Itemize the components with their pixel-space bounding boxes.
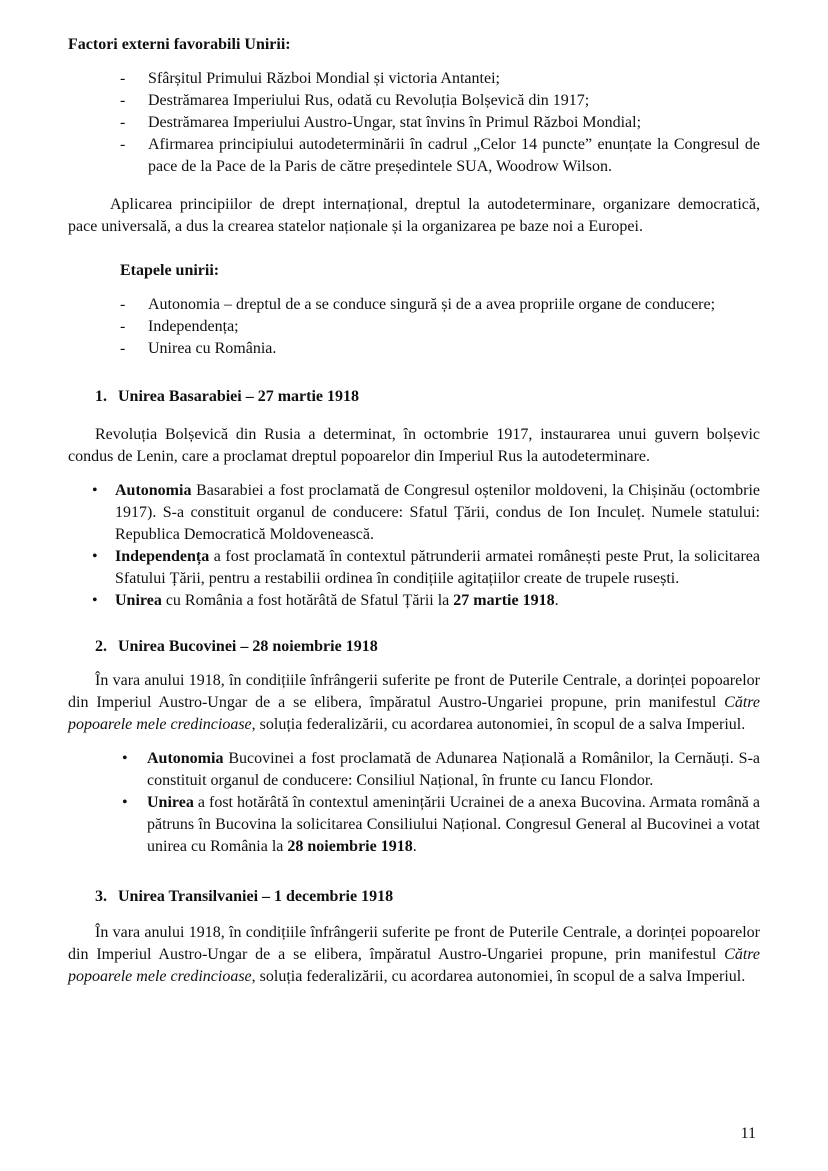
dash-item-text: Destrămarea Imperiului Rus, odată cu Revoluția Bolșevică din 1917;	[148, 92, 590, 109]
bullet-bold: Autonomia	[115, 482, 192, 499]
section-3-intro	[68, 922, 760, 988]
dash-marker: -	[120, 114, 126, 131]
external-factors-list	[68, 68, 760, 178]
intro-italic: Către popoarele mele credincioase	[68, 946, 760, 985]
bullet-bold: 27 martie 1918	[453, 592, 555, 609]
intro-text: În vara anului 1918, în condițiile înfrângerii suferite pe front de Puterile Centrale, a dorinței popoarelor din Imperiul Austro-Ungar de a se elibera, împăratul Austro-Ungariei propune, prin manifestul	[68, 924, 760, 963]
bullet-item	[68, 480, 760, 546]
dash-marker: -	[120, 340, 126, 357]
dash-item	[68, 316, 760, 338]
bullet-text: Bucovinei a fost proclamată de Adunarea Națională a Românilor, la Cernăuți. S-a constituit organul de conducere: Consiliul Național, în frunte cu Iancu Flondor.	[147, 750, 760, 789]
section-2-intro	[68, 670, 760, 736]
section-basarabia	[68, 386, 760, 612]
bullet-bold: Unirea	[115, 592, 162, 609]
dash-item-text: Independența;	[148, 318, 239, 335]
dash-item-text: Afirmarea principiului autodeterminării în cadrul „Celor 14 puncte” enunțate la Congresul de pace de la Pace de la Paris de către președintele SUA, Woodrow Wilson.	[148, 136, 760, 175]
bullet-marker: •	[122, 750, 128, 767]
section-3-title: Unirea Transilvaniei – 1 decembrie 1918	[118, 888, 394, 905]
bullet-marker: •	[92, 482, 98, 499]
section-1-bullets	[68, 480, 760, 612]
bullet-text: .	[554, 592, 559, 609]
dash-item	[68, 338, 760, 360]
bullet-text: a fost hotărâtă în contextul amenințării Ucrainei de a anexa Bucovina. Armata română a pătruns în Bucovina la solicitarea Consiliului Național. Congresul General al Bucovinei a votat unirea cu România la	[147, 794, 760, 855]
bullet-item	[68, 546, 760, 590]
intro-text: , soluția federalizării, cu acordarea autonomiei, în scopul de a salva Imperiul.	[251, 716, 746, 733]
bullet-bold: Independența	[115, 548, 210, 565]
section-1-number: 1.	[95, 388, 107, 405]
section-3-heading	[68, 886, 760, 908]
bullet-text: Basarabiei a fost proclamată de Congresul oștenilor moldoveni, la Chișinău (octombrie 1917). S-a constituit organul de conducere: Sfatul Țării, condus de Ion Inculeț. Numele statului: Republica Democratică Moldovenească.	[115, 482, 760, 543]
section-2-bullets	[68, 748, 760, 858]
section-1-heading	[68, 386, 760, 408]
dash-item	[68, 294, 760, 316]
dash-item-text: Autonomia – dreptul de a se conduce singură și de a avea propriile organe de conducere;	[148, 296, 716, 313]
bullet-bold: 28 noiembrie 1918	[287, 838, 413, 855]
section-transilvania	[68, 886, 760, 988]
intro-italic: Către popoarele mele credincioase	[68, 694, 760, 733]
dash-item	[68, 90, 760, 112]
stages-list	[68, 294, 760, 360]
section-1-title: Unirea Basarabiei – 27 martie 1918	[118, 388, 360, 405]
bullet-marker: •	[122, 794, 128, 811]
dash-item	[68, 68, 760, 90]
section-1-intro	[68, 424, 760, 468]
page-number: 11	[740, 1125, 756, 1142]
dash-item-text: Unirea cu România.	[148, 340, 277, 357]
dash-item-text: Destrămarea Imperiului Austro-Ungar, stat învins în Primul Război Mondial;	[148, 114, 642, 131]
dash-item	[68, 112, 760, 134]
intro-text: În vara anului 1918, în condițiile înfrângerii suferite pe front de Puterile Centrale, a dorinței popoarelor din Imperiul Austro-Ungar de a se elibera, împăratul Austro-Ungariei propune, prin manifestul	[68, 672, 760, 711]
dash-marker: -	[120, 296, 126, 313]
intro-text: , soluția federalizării, cu acordarea autonomiei, în scopul de a salva Imperiul.	[251, 968, 746, 985]
section-bucovina	[68, 636, 760, 858]
paragraph-principles: Aplicarea principiilor de drept internațional, dreptul la autodeterminare, organizare democratică, pace universală, a dus la crearea statelor naționale și la organizarea pe baze noi a Europei.	[68, 196, 760, 235]
section-3-number: 3.	[95, 888, 107, 905]
dash-marker: -	[120, 136, 126, 153]
document-title-bold: Factori externi favorabili Unirii	[68, 36, 286, 53]
bullet-bold: Autonomia	[147, 750, 224, 767]
bullet-item	[68, 748, 760, 792]
dash-marker: -	[120, 318, 126, 335]
document-title-colon: :	[285, 36, 291, 53]
bullet-marker: •	[92, 592, 98, 609]
bullet-text: .	[412, 838, 417, 855]
dash-marker: -	[120, 92, 126, 109]
bullet-item	[68, 590, 760, 612]
section-2-heading	[68, 636, 760, 658]
stages-heading: Etapele unirii:	[120, 262, 220, 279]
dash-item	[68, 134, 760, 178]
dash-marker: -	[120, 70, 126, 87]
bullet-item	[68, 792, 760, 858]
section-2-number: 2.	[95, 638, 107, 655]
bullet-bold: Unirea	[147, 794, 194, 811]
document-title	[68, 34, 760, 56]
bullet-marker: •	[92, 548, 98, 565]
section-2-title: Unirea Bucovinei – 28 noiembrie 1918	[118, 638, 378, 655]
bullet-text: cu România a fost hotărâtă de Sfatul Țării la	[161, 592, 454, 609]
bullet-text: a fost proclamată în contextul pătrunderii armatei românești peste Prut, la solicitarea Sfatului Țării, pentru a restabilii ordinea în condițiile agitațiilor create de trupele rusești.	[115, 548, 760, 587]
intro-text: Revoluția Bolșevică din Rusia a determinat, în octombrie 1917, instaurarea unui guvern bolșevic condus de Lenin, care a proclamat dreptul popoarelor din Imperiul Rus la autodeterminare.	[68, 426, 760, 465]
dash-item-text: Sfârșitul Primului Război Mondial și victoria Antantei;	[148, 70, 500, 87]
